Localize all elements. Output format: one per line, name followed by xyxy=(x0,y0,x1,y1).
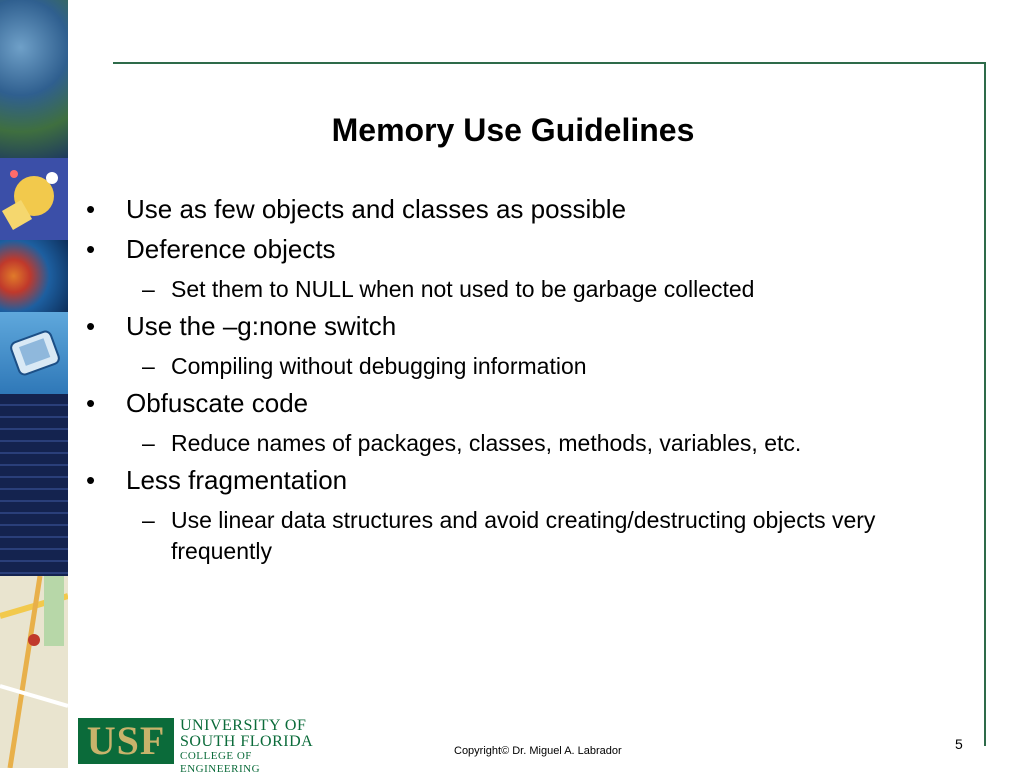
phone-icon xyxy=(0,312,68,394)
logo-line-college: COLLEGE OF ENGINEERING xyxy=(180,750,261,775)
sub-bullet-item xyxy=(86,274,946,305)
bullet-text: Deference objects xyxy=(126,234,336,264)
bullet-text: Obfuscate code xyxy=(126,388,309,418)
copyright-notice: Copyright© Dr. Miguel A. Labrador xyxy=(454,745,622,757)
bullet-item xyxy=(86,194,946,224)
street-map-image xyxy=(0,576,68,768)
sub-bullet-text: Use linear data structures and avoid creating/destructing objects very frequently xyxy=(171,507,876,564)
bullet-text: Less fragmentation xyxy=(126,465,348,495)
sub-bullet-text: Set them to NULL when not used to be garbage collected xyxy=(171,276,755,302)
sub-bullet-text: Reduce names of packages, classes, methods, variables, etc. xyxy=(171,430,802,456)
slide-number: 5 xyxy=(955,736,963,752)
usf-logo xyxy=(78,717,318,775)
bullet-item xyxy=(86,388,946,418)
bullet-item xyxy=(86,465,946,495)
bullet-item xyxy=(86,234,946,264)
slide-title: Memory Use Guidelines xyxy=(331,112,695,148)
sub-bullet-item xyxy=(86,428,946,459)
circuit-board-image xyxy=(0,394,68,576)
bullet-item xyxy=(86,311,946,341)
sub-bullet-text: Compiling without debugging information xyxy=(171,353,587,379)
sub-bullet-item xyxy=(86,505,946,567)
decorative-image-strip xyxy=(0,0,68,768)
usf-logo-text xyxy=(180,718,318,776)
bullet-list xyxy=(86,194,946,573)
satellite-cartoon-image xyxy=(0,158,68,240)
sub-bullet-item xyxy=(86,351,946,382)
frame-top-line xyxy=(113,62,986,64)
usf-logo-mark: USF xyxy=(78,718,174,764)
logo-line-south-florida: SOUTH FLORIDA xyxy=(180,733,314,750)
satellite-image xyxy=(0,0,68,158)
brain-scan-image xyxy=(0,240,68,312)
bullet-text: Use as few objects and classes as possible xyxy=(126,194,627,224)
logo-line-university: UNIVERSITY OF xyxy=(180,717,307,734)
bullet-text: Use the –g:none switch xyxy=(126,311,397,341)
frame-right-line xyxy=(984,62,986,746)
